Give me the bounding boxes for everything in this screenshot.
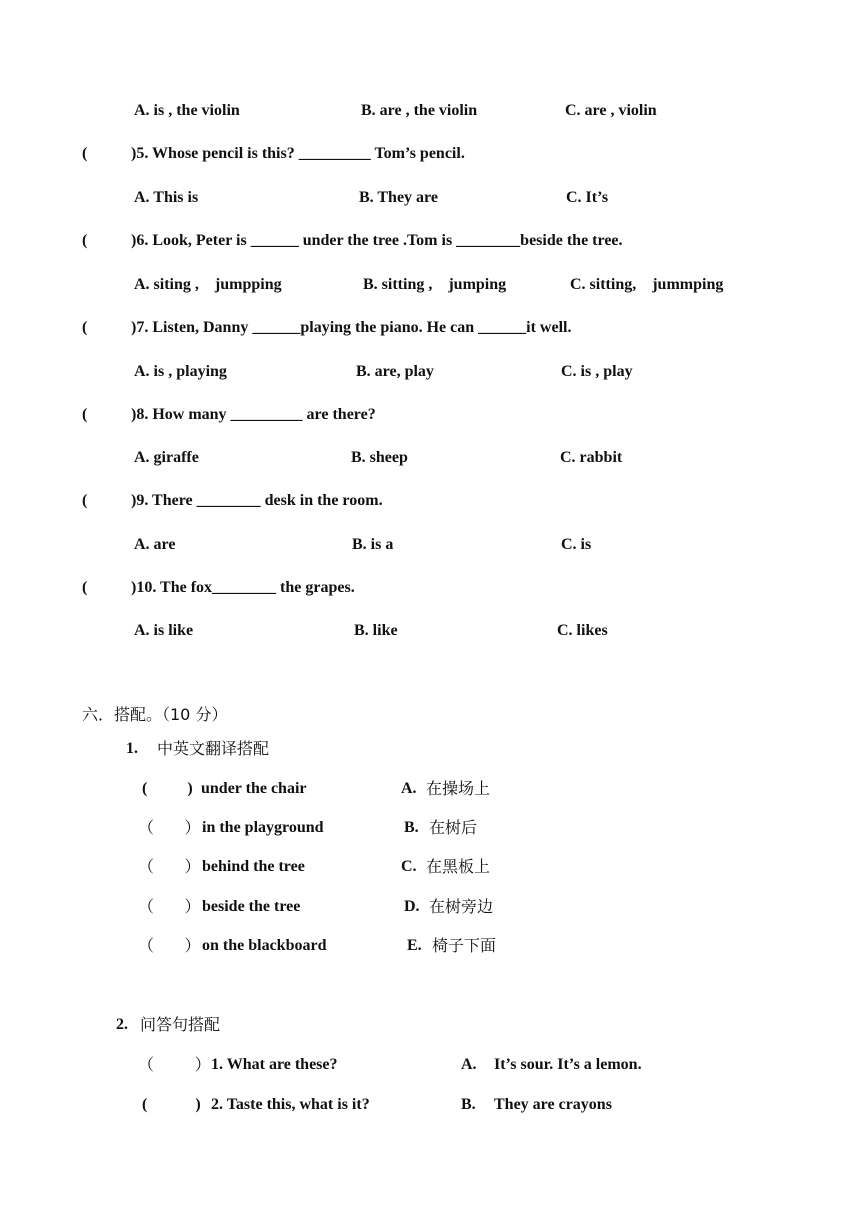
match1-row5-answer: 椅子下面: [432, 936, 497, 955]
match1-row1-option: A.: [401, 780, 417, 797]
q4-option-b: B. are , the violin: [361, 102, 478, 119]
match1-row3-answer: 在黑板上: [426, 857, 491, 876]
match1-row3-option: C.: [401, 858, 417, 875]
match1-row1-paren: ( ): [142, 780, 193, 797]
q6-option-a: A. siting , jumpping: [134, 276, 282, 293]
q7-option-b: B. are, play: [356, 363, 434, 380]
q7-stem: )7. Listen, Danny ______playing the piano. He can ______it well.: [131, 319, 572, 336]
q8-option-c: C. rabbit: [560, 449, 623, 466]
q6-stem: )6. Look, Peter is ______ under the tree .Tom is ________beside the tree.: [131, 232, 623, 249]
match1-row2-paren: （ ）: [138, 818, 201, 837]
match1-row2-phrase: in the playground: [202, 819, 324, 836]
q8-option-b: B. sheep: [351, 449, 408, 466]
match1-row4-option: D.: [404, 898, 420, 915]
match2-row1-question: 1. What are these?: [211, 1056, 338, 1073]
q8-answer-paren: (: [82, 406, 88, 423]
q5-answer-paren: (: [82, 145, 88, 162]
q6-option-c: C. sitting, jummping: [570, 276, 724, 293]
match1-row1-phrase: under the chair: [201, 780, 307, 797]
match1-row4-answer: 在树旁边: [429, 897, 494, 916]
q5-option-c: C. It’s: [566, 189, 609, 206]
q4-option-a: A. is , the violin: [134, 102, 240, 119]
q10-stem: )10. The fox________ the grapes.: [131, 579, 355, 596]
q9-option-b: B. is a: [352, 536, 394, 553]
match1-row5-option: E.: [407, 937, 422, 954]
part1-title: 中英文翻译搭配: [157, 739, 270, 758]
match2-row2-option: B.: [461, 1096, 476, 1113]
match2-row1-paren: （ ）: [138, 1055, 211, 1074]
q10-answer-paren: (: [82, 579, 88, 596]
q10-option-b: B. like: [354, 622, 398, 639]
q8-option-a: A. giraffe: [134, 449, 199, 466]
match2-row2-question: 2. Taste this, what is it?: [211, 1096, 370, 1113]
q4-option-c: C. are , violin: [565, 102, 657, 119]
section-6-title: 六．搭配。（10 分）: [82, 705, 228, 724]
q5-option-a: A. This is: [134, 189, 199, 206]
match1-row2-answer: 在树后: [429, 818, 478, 837]
match2-row2-answer: They are crayons: [494, 1096, 612, 1113]
match1-row2-option: B.: [404, 819, 419, 836]
match1-row4-phrase: beside the tree: [202, 898, 301, 915]
match2-row1-answer: It’s sour. It’s a lemon.: [494, 1056, 642, 1073]
match1-row3-phrase: behind the tree: [202, 858, 305, 875]
q7-answer-paren: (: [82, 319, 88, 336]
q9-stem: )9. There ________ desk in the room.: [131, 492, 383, 509]
q7-option-c: C. is , play: [561, 363, 633, 380]
q9-option-c: C. is: [561, 536, 592, 553]
q6-option-b: B. sitting , jumping: [363, 276, 507, 293]
match2-row2-paren: ( ): [142, 1096, 201, 1113]
part1-number: 1.: [126, 740, 138, 757]
match2-row1-option: A.: [461, 1056, 477, 1073]
q9-answer-paren: (: [82, 492, 88, 509]
match1-row1-answer: 在操场上: [426, 779, 491, 798]
q10-option-a: A. is like: [134, 622, 194, 639]
match1-row5-paren: （ ）: [138, 936, 201, 955]
part2-title: 问答句搭配: [140, 1015, 221, 1034]
match1-row4-paren: （ ）: [138, 897, 201, 916]
match1-row3-paren: （ ）: [138, 857, 201, 876]
q9-option-a: A. are: [134, 536, 176, 553]
q5-stem: )5. Whose pencil is this? _________ Tom’s pencil.: [131, 145, 465, 162]
q5-option-b: B. They are: [359, 189, 438, 206]
q7-option-a: A. is , playing: [134, 363, 227, 380]
part2-number: 2.: [116, 1016, 128, 1033]
q10-option-c: C. likes: [557, 622, 608, 639]
match1-row5-phrase: on the blackboard: [202, 937, 327, 954]
q8-stem: )8. How many _________ are there?: [131, 406, 376, 423]
q6-answer-paren: (: [82, 232, 88, 249]
